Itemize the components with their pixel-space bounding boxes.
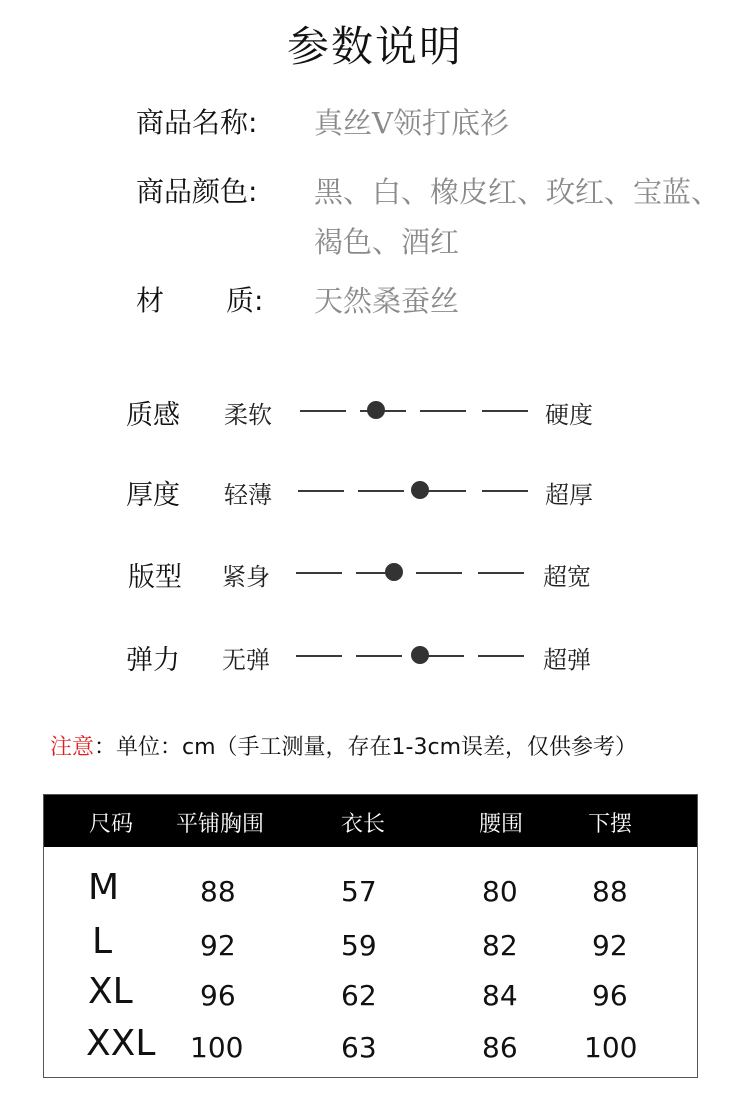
table-cell: 63 — [341, 1031, 377, 1064]
scale-high-label: 超弹 — [543, 646, 591, 674]
size-table-header — [44, 795, 697, 847]
scale-segment — [296, 655, 342, 657]
scale-marker-dot — [367, 401, 385, 419]
scale-low-label: 轻薄 — [224, 481, 272, 509]
table-cell: 96 — [592, 979, 628, 1012]
scale-high-label: 超宽 — [543, 563, 591, 591]
scale-row-texture — [0, 389, 750, 429]
page-title: 参数说明 — [286, 22, 463, 71]
product-color-value-line1: 黑、白、橡皮红、玫红、宝蓝、 — [314, 175, 721, 209]
table-cell: 92 — [592, 929, 628, 962]
table-cell: 100 — [584, 1031, 638, 1064]
scale-low-label: 无弹 — [222, 646, 270, 674]
table-cell: 59 — [341, 929, 377, 962]
scale-segment — [296, 572, 342, 574]
product-name-value: 真丝V领打底衫 — [314, 106, 509, 140]
table-cell: 80 — [482, 875, 518, 908]
header-waist: 腰围 — [479, 812, 524, 837]
product-color-value-line2: 褐色、酒红 — [314, 225, 460, 259]
scale-name: 弹力 — [126, 645, 180, 676]
material-label-char2: 质: — [226, 284, 264, 317]
scale-segment — [300, 410, 346, 412]
scale-segment — [356, 655, 402, 657]
scale-segment — [298, 490, 344, 492]
scale-segment — [420, 410, 466, 412]
scale-segment — [358, 490, 404, 492]
material-label-char1: 材 — [136, 284, 165, 317]
scale-row-fit — [0, 551, 750, 591]
scale-marker-dot — [385, 563, 403, 581]
product-name-label: 商品名称: — [136, 106, 258, 139]
table-cell: 92 — [200, 929, 236, 962]
size-label: M — [88, 867, 120, 908]
header-size: 尺码 — [89, 812, 134, 837]
scale-segment — [478, 572, 524, 574]
table-cell: 96 — [200, 979, 236, 1012]
note-warning: 注意 — [50, 735, 95, 760]
scale-name: 版型 — [128, 562, 182, 593]
scale-segment — [482, 490, 528, 492]
size-table — [43, 794, 698, 1078]
measurement-note — [50, 730, 637, 761]
table-cell: 88 — [200, 875, 236, 908]
size-label: XL — [88, 971, 133, 1012]
size-label: L — [92, 921, 113, 962]
header-hem: 下摆 — [588, 812, 633, 837]
scale-high-label: 硬度 — [545, 401, 593, 429]
header-length: 衣长 — [341, 812, 386, 837]
table-cell: 84 — [482, 979, 518, 1012]
header-chest: 平铺胸围 — [176, 812, 265, 837]
scale-segment — [478, 655, 524, 657]
table-cell: 88 — [592, 875, 628, 908]
scale-name: 质感 — [126, 400, 180, 431]
table-cell: 62 — [341, 979, 377, 1012]
scale-low-label: 柔软 — [224, 401, 272, 429]
scale-name: 厚度 — [126, 480, 180, 511]
scale-high-label: 超厚 — [545, 481, 593, 509]
scale-segment — [482, 410, 528, 412]
table-cell: 100 — [190, 1031, 244, 1064]
product-color-label: 商品颜色: — [136, 175, 258, 208]
scale-marker-dot — [411, 646, 429, 664]
scale-segment — [416, 572, 462, 574]
note-text: ：单位：cm（手工测量，存在1-3cm误差，仅供参考） — [94, 735, 638, 760]
size-label: XXL — [86, 1023, 156, 1064]
table-cell: 86 — [482, 1031, 518, 1064]
material-label — [136, 279, 263, 319]
material-value: 天然桑蚕丝 — [314, 284, 460, 318]
scale-row-thickness — [0, 469, 750, 509]
table-cell: 82 — [482, 929, 518, 962]
scale-marker-dot — [411, 481, 429, 499]
scale-low-label: 紧身 — [222, 563, 270, 591]
table-cell: 57 — [341, 875, 377, 908]
scale-row-elasticity — [0, 634, 750, 674]
